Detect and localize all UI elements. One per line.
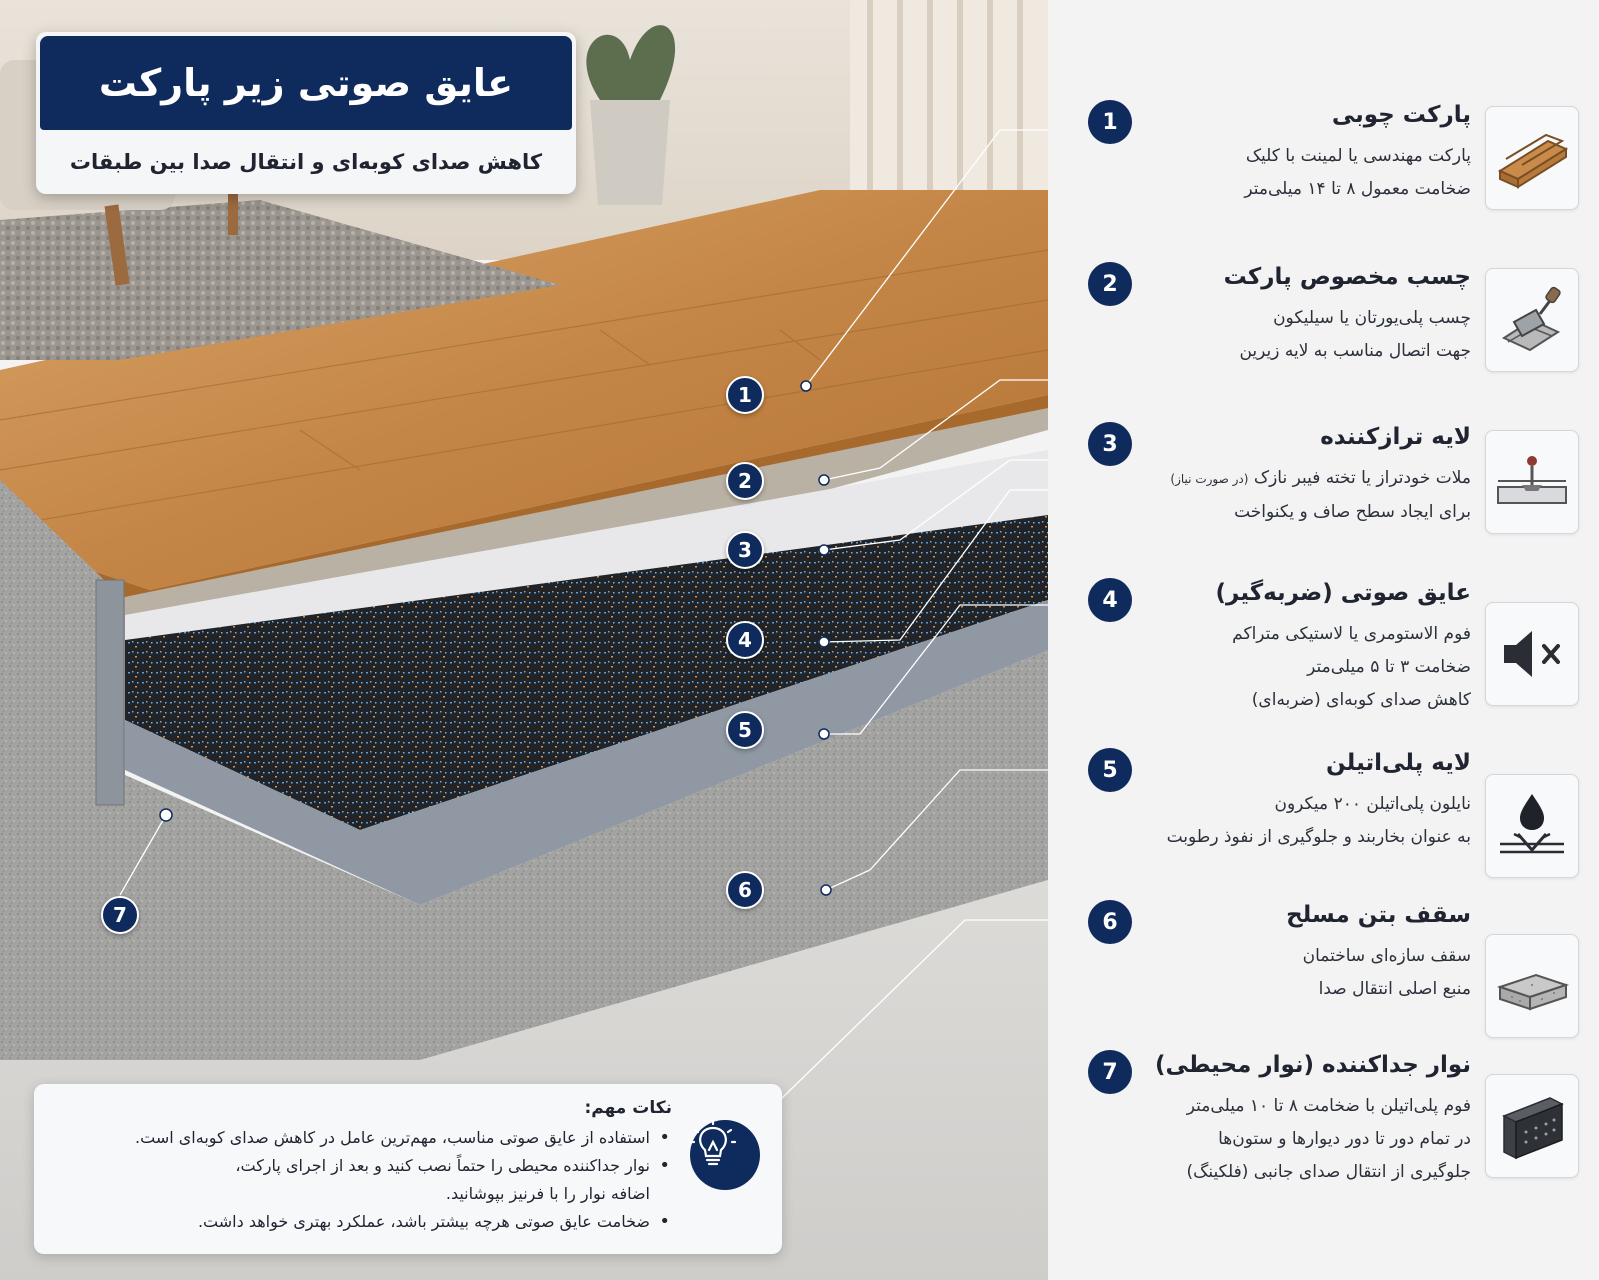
concrete-slab-icon <box>1485 934 1579 1038</box>
layer-description: چسب پلی‌یورتان یا سیلیکون <box>1273 308 1471 328</box>
title-card <box>36 32 576 194</box>
callout-badge-4: 4 <box>726 621 764 659</box>
callout-badge-7: 7 <box>101 896 139 934</box>
mute-speaker-icon <box>1485 602 1579 706</box>
layer-item-7 <box>1048 1050 1599 1210</box>
note-item-continuation: اضافه نوار را با فرنیز بپوشانید. <box>445 1184 650 1203</box>
layer-note: (در صورت نیاز) <box>1170 472 1249 486</box>
note-item: • استفاده از عایق صوتی مناسب، مهم‌ترین عامل در کاهش صدای کوبه‌ای است. <box>52 1124 672 1152</box>
layer-title: نوار جداکننده (نوار محیطی) <box>1154 1052 1471 1078</box>
layer-description <box>1111 462 1471 496</box>
layer-title: عایق صوتی (ضربه‌گیر) <box>1215 580 1471 606</box>
layer-text <box>1111 102 1471 206</box>
layer-number-badge: 7 <box>1088 1050 1132 1094</box>
layer-description: کاهش صدای کوبه‌ای (ضربه‌ای) <box>1251 690 1471 710</box>
layer-description: فوم پلی‌اتیلن با ضخامت ۸ تا ۱۰ میلی‌متر <box>1186 1096 1471 1116</box>
layer-description: جلوگیری از انتقال صدای جانبی (فلکینگ) <box>1186 1162 1471 1182</box>
layers-legend-panel <box>1048 0 1599 1280</box>
notes-title: نکات مهم: <box>584 1098 672 1118</box>
title-band <box>40 36 572 130</box>
layer-number-badge: 5 <box>1088 748 1132 792</box>
layer-title: پارکت چوبی <box>1331 102 1471 128</box>
layer-title: لایه ترازکننده <box>1320 424 1471 450</box>
page-subtitle: کاهش صدای کوبه‌ای و انتقال صدا بین طبقات <box>69 150 543 174</box>
layer-description: برای ایجاد سطح صاف و یکنواخت <box>1234 502 1471 522</box>
callout-badge-5: 5 <box>726 711 764 749</box>
layer-item-4 <box>1048 578 1599 728</box>
wood-planks-icon <box>1485 106 1579 210</box>
trowel-icon <box>1485 268 1579 372</box>
layer-number-badge: 2 <box>1088 262 1132 306</box>
layer-description: پارکت مهندسی یا لمینت با کلیک <box>1245 146 1471 166</box>
page-title: عایق صوتی زیر پارکت <box>98 61 514 105</box>
layer-title: چسب مخصوص پارکت <box>1223 264 1471 290</box>
layer-description: فوم الاستومری یا لاستیکی متراکم <box>1232 624 1471 644</box>
callout-badge-1: 1 <box>726 376 764 414</box>
moisture-barrier-icon <box>1485 774 1579 878</box>
layer-item-1 <box>1048 100 1599 220</box>
layer-description: منبع اصلی انتقال صدا <box>1318 979 1471 999</box>
layer-number-badge: 4 <box>1088 578 1132 622</box>
layer-description: جهت اتصال مناسب به لایه زیرین <box>1239 341 1471 361</box>
layer-text <box>1111 580 1471 717</box>
notes-list <box>52 1124 672 1236</box>
layer-description: سقف سازه‌ای ساختمان <box>1302 946 1471 966</box>
callout-badge-3: 3 <box>726 531 764 569</box>
layer-text <box>1111 1052 1471 1189</box>
layer-number-badge: 1 <box>1088 100 1132 144</box>
layer-description: در تمام دور تا دور دیوارها و ستون‌ها <box>1218 1129 1471 1149</box>
layer-number-badge: 6 <box>1088 900 1132 944</box>
layer-text <box>1111 264 1471 368</box>
notes-content <box>52 1098 672 1236</box>
layer-description-line: ملات خودتراز یا تخته فیبر نازک <box>1253 468 1471 488</box>
note-item: • ضخامت عایق صوتی هرچه بیشتر باشد، عملکرد بهتری خواهد داشت. <box>52 1208 672 1236</box>
layer-item-3 <box>1048 422 1599 552</box>
layer-item-6 <box>1048 900 1599 1020</box>
layer-description: نایلون پلی‌اتیلن ۲۰۰ میکرون <box>1274 794 1471 814</box>
layer-number-badge: 3 <box>1088 422 1132 466</box>
lightbulb-icon <box>690 1120 760 1190</box>
layer-title: لایه پلی‌اتیلن <box>1325 750 1471 776</box>
note-item: • نوار جداکننده محیطی را حتماً نصب کنید و بعد از اجرای پارکت، <box>52 1152 672 1180</box>
layer-title: سقف بتن مسلح <box>1286 902 1471 928</box>
notes-card <box>34 1084 782 1254</box>
layer-description: ضخامت معمول ۸ تا ۱۴ میلی‌متر <box>1244 179 1471 199</box>
layer-description: به عنوان بخاربند و جلوگیری از نفوذ رطوبت <box>1166 827 1471 847</box>
callout-badge-2: 2 <box>726 462 764 500</box>
layer-text <box>1111 424 1471 529</box>
layer-text <box>1111 902 1471 1006</box>
layer-item-2 <box>1048 262 1599 382</box>
layer-text <box>1111 750 1471 854</box>
leveling-icon <box>1485 430 1579 534</box>
layer-item-5 <box>1048 748 1599 878</box>
perimeter-strip-icon <box>1485 1074 1579 1178</box>
callout-badge-6: 6 <box>726 871 764 909</box>
layer-description: ضخامت ۳ تا ۵ میلی‌متر <box>1307 657 1471 677</box>
